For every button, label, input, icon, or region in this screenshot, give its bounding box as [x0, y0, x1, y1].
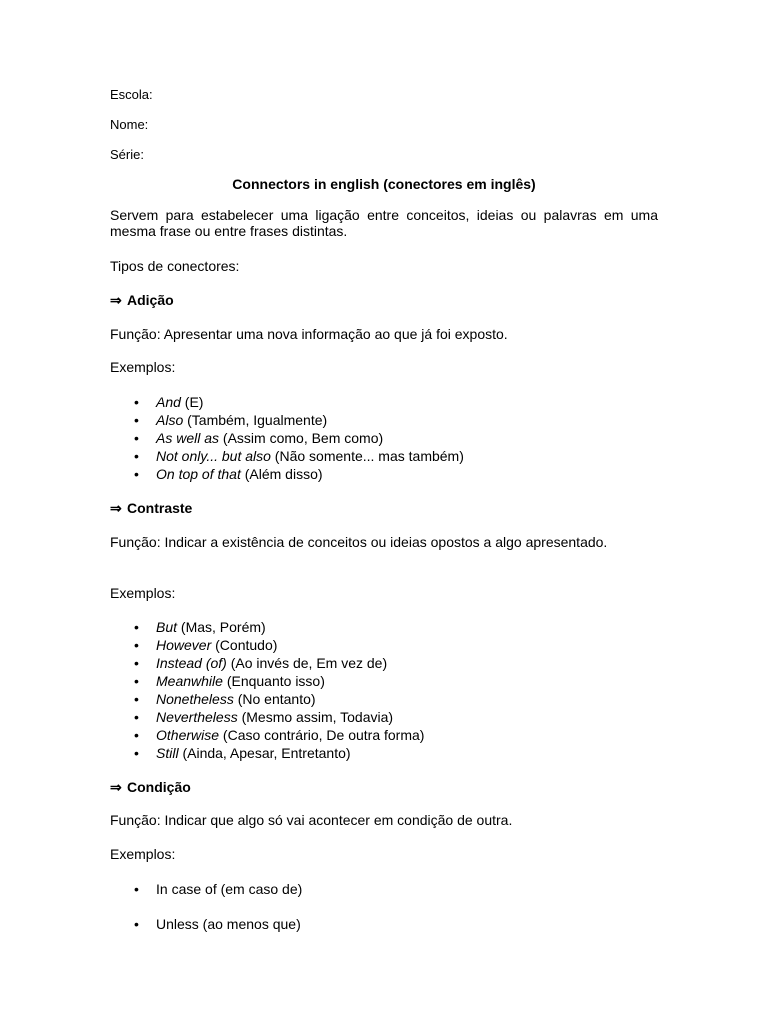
connector-term: But [156, 619, 178, 635]
name-label: Nome: [110, 117, 149, 132]
list-item [110, 465, 658, 483]
connector-text: In case of (em caso de) [156, 881, 303, 897]
types-label: Tipos de conectores: [110, 258, 240, 274]
connector-term: Otherwise [156, 727, 220, 743]
bullet-icon: • [134, 466, 139, 482]
connector-term: Nonetheless [156, 691, 234, 707]
bullet-icon: • [134, 916, 139, 932]
section-heading-condicao [110, 779, 658, 796]
section-title: Adição [127, 292, 174, 308]
connector-term: Not only... but also [156, 448, 271, 464]
examples-label: Exemplos: [110, 359, 176, 375]
list-item [110, 411, 658, 429]
connector-translation: (Assim como, Bem como) [219, 430, 384, 446]
list-item [110, 880, 658, 898]
examples-list-contraste [110, 618, 658, 762]
examples-list-condicao [110, 880, 658, 898]
bullet-icon: • [134, 394, 139, 410]
list-item [110, 393, 658, 411]
connector-translation: (Enquanto isso) [222, 673, 325, 689]
examples-label: Exemplos: [110, 585, 176, 601]
section-function: Função: Indicar que algo só vai acontecer em condição de outra. [110, 812, 513, 828]
connector-term: On top of that [156, 466, 241, 482]
bullet-icon: • [134, 412, 139, 428]
document-title: Connectors in english (conectores em inglês) [232, 176, 536, 192]
bullet-icon: • [134, 655, 139, 671]
list-item [110, 654, 658, 672]
section-heading-contraste [110, 500, 658, 517]
connector-translation: (Caso contrário, De outra forma) [219, 727, 425, 743]
connector-term: Also [156, 412, 184, 428]
list-item [110, 429, 658, 447]
examples-list-adicao [110, 393, 658, 483]
list-item [110, 726, 658, 744]
connector-term: And [156, 394, 181, 410]
connector-term: Meanwhile [156, 673, 223, 689]
arrow-icon: ⇒ [110, 292, 122, 308]
bullet-icon: • [134, 619, 139, 635]
school-label: Escola: [110, 87, 153, 102]
section-title: Contraste [127, 500, 193, 516]
arrow-icon: ⇒ [110, 500, 122, 516]
list-item [110, 618, 658, 636]
list-item [110, 708, 658, 726]
examples-label: Exemplos: [110, 846, 176, 862]
bullet-icon: • [134, 673, 139, 689]
connector-term: Instead (of) [156, 655, 227, 671]
bullet-icon: • [134, 448, 139, 464]
connector-translation: (Mas, Porém) [177, 619, 266, 635]
connector-translation: (Contudo) [211, 637, 278, 653]
section-function: Função: Apresentar uma nova informação ao que já foi exposto. [110, 326, 508, 342]
examples-list-condicao-2 [110, 915, 658, 933]
section-heading-adicao [110, 292, 658, 309]
connector-term: As well as [156, 430, 220, 446]
arrow-icon: ⇒ [110, 779, 122, 795]
connector-translation: (Também, Igualmente) [183, 412, 328, 428]
connector-translation: (Além disso) [240, 466, 323, 482]
bullet-icon: • [134, 881, 139, 897]
list-item [110, 690, 658, 708]
list-item [110, 744, 658, 762]
bullet-icon: • [134, 709, 139, 725]
connector-translation: (Não somente... mas também) [270, 448, 464, 464]
intro-paragraph: Servem para estabelecer uma ligação entre conceitos, ideias ou palavras em uma mesma frase ou entre frases distintas. [110, 207, 658, 239]
section-title: Condição [127, 779, 191, 795]
connector-translation: (Ainda, Apesar, Entretanto) [178, 745, 351, 761]
connector-translation: (Ao invés de, Em vez de) [226, 655, 388, 671]
connector-translation: (Mesmo assim, Todavia) [237, 709, 394, 725]
section-function: Função: Indicar a existência de conceitos ou ideias opostos a algo apresentado. [110, 534, 608, 550]
connector-translation: (E) [180, 394, 204, 410]
bullet-icon: • [134, 745, 139, 761]
list-item [110, 915, 658, 933]
bullet-icon: • [134, 430, 139, 446]
list-item [110, 447, 658, 465]
connector-term: Still [156, 745, 179, 761]
connector-term: However [156, 637, 212, 653]
grade-label: Série: [110, 147, 144, 162]
connector-translation: (No entanto) [233, 691, 316, 707]
bullet-icon: • [134, 637, 139, 653]
bullet-icon: • [134, 727, 139, 743]
bullet-icon: • [134, 691, 139, 707]
connector-term: Nevertheless [156, 709, 238, 725]
connector-text: Unless (ao menos que) [156, 916, 301, 932]
list-item [110, 672, 658, 690]
list-item [110, 636, 658, 654]
